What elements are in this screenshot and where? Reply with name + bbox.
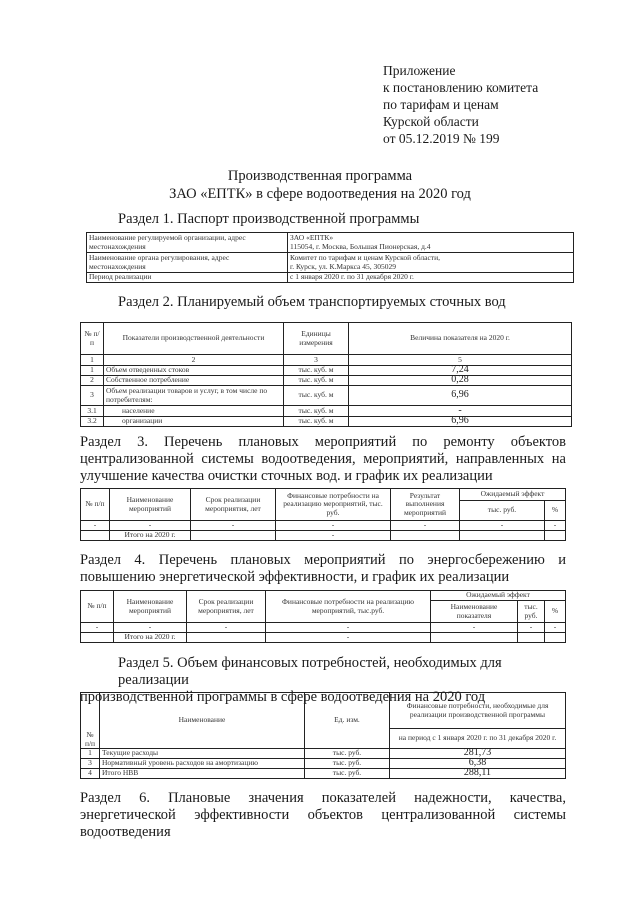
col-header: Срок реализации мероприятия, лет [187, 591, 266, 623]
section6-heading: Раздел 6. Плановые значения показателей надежности, качества, энергетической эффективности объектов централизованной системы водоотведения [80, 790, 566, 840]
section4-heading: Раздел 4. Перечень плановых мероприятий по энергосбережению и повышению энергетической эффективности, и график их реализации [80, 552, 566, 585]
col-header: Единицы измерения [284, 323, 349, 355]
section2-heading: Раздел 2. Планируемый объем транспортируемых сточных вод [118, 294, 506, 310]
passport-value: ЗАО «ЕПТК» 115054, г. Москва, Большая Пионерская, д.4 [288, 233, 574, 253]
col-header: Показатели производственной деятельности [104, 323, 284, 355]
col-header: Наименование [100, 693, 305, 749]
appendix-block [383, 62, 538, 147]
section5-heading: Раздел 5. Объем финансовых потребностей, необходимых для реализации производственной программы в сфере водоотведения на 2020 год [80, 655, 502, 705]
col-header: Финансовые потребности, необходимые для реализации производственной программы [390, 693, 566, 729]
repair-table [80, 488, 566, 541]
col-header: № п/п [81, 489, 110, 521]
col-header: тыс. руб. [460, 501, 545, 521]
table-row: 1 Объем отведенных стоков тыс. куб. м 7,24 [81, 366, 572, 376]
col-header: Финансовые потребности на реализацию мероприятий, тыс. руб. [276, 489, 391, 521]
program-title: Производственная программа [227, 168, 413, 184]
table-row: 3 Объем реализации товаров и услуг, в том числе по потребителям: тыс. куб. м 6,96 [81, 386, 572, 406]
table-row: - - - - - - - [81, 623, 566, 633]
section1-heading: Раздел 1. Паспорт производственной программы [118, 211, 420, 227]
col-header: Наименование показателя [431, 601, 518, 623]
appendix-line: от 05.12.2019 № 199 [383, 131, 500, 146]
col-header: Ед. изм. [305, 693, 390, 749]
table-row: 1 Текущие расходы тыс. руб. 281,73 [81, 749, 566, 759]
energy-table [80, 590, 566, 643]
passport-value: Комитет по тарифам и ценам Курской области, г. Курск, ул. К.Маркса 45, 305029 [288, 253, 574, 273]
table-row: 2 Собственное потребление тыс. куб. м 0,28 [81, 376, 572, 386]
col-header: Финансовые потребности на реализацию мероприятий, тыс.руб. [266, 591, 431, 623]
col-header: Ожидаемый эффект [431, 591, 566, 601]
appendix-line: Курской области [383, 114, 479, 129]
col-header: Наименование мероприятий [114, 591, 187, 623]
program-subtitle: ЗАО «ЕПТК» в сфере водоотведения на 2020 год [169, 186, 471, 202]
table-row: - - - - - - - [81, 521, 566, 531]
passport-label: Период реализации [87, 273, 288, 283]
appendix-line: по тарифам и ценам [383, 97, 499, 112]
appendix-line: к постановлению комитета [383, 80, 539, 95]
col-header: Величина показателя на 2020 г. [349, 323, 572, 355]
volume-table [80, 322, 572, 427]
table-row: 3.2 организации тыс. куб. м 6,96 [81, 417, 572, 427]
passport-value: с 1 января 2020 г. по 31 декабря 2020 г. [288, 273, 574, 283]
section3-heading: Раздел 3. Перечень плановых мероприятий по ремонту объектов централизованной системы водоотведения, мероприятий, направленных на улучшение качества очистки сточных вод. и график их реализации [80, 434, 566, 484]
passport-label: Наименование органа регулирования, адрес местонахождения [87, 253, 288, 273]
col-number: 1 [81, 355, 104, 366]
total-row: Итого на 2020 г. - [81, 633, 566, 643]
col-header: Ожидаемый эффект [460, 489, 566, 501]
passport-label: Наименование регулируемой организации, адрес местонахождения [87, 233, 288, 253]
appendix-line: Приложение [383, 63, 456, 78]
col-number: 5 [349, 355, 572, 366]
table-row: 3 Нормативный уровень расходов на амортизацию тыс. руб. 6,38 [81, 759, 566, 769]
col-number: 3 [284, 355, 349, 366]
col-number: 2 [104, 355, 284, 366]
col-header: № п/п [81, 323, 104, 355]
col-header: Наименование мероприятий [110, 489, 191, 521]
col-header: Срок реализации мероприятия, лет [191, 489, 276, 521]
col-header: № п/п [81, 693, 100, 749]
col-header: на период с 1 января 2020 г. по 31 декабря 2020 г. [390, 729, 566, 749]
col-header: № п/п [81, 591, 114, 623]
col-header: тыс. руб. [518, 601, 545, 623]
col-header: % [545, 501, 566, 521]
table-row: 3.1 население тыс. куб. м - [81, 406, 572, 417]
passport-table [86, 232, 574, 283]
table-row: 4 Итого НВВ тыс. руб. 288,11 [81, 769, 566, 779]
total-row: Итого на 2020 г. - [81, 531, 566, 541]
finance-table [80, 692, 566, 779]
col-header: Результат выполнения мероприятий [391, 489, 460, 521]
col-header: % [545, 601, 566, 623]
